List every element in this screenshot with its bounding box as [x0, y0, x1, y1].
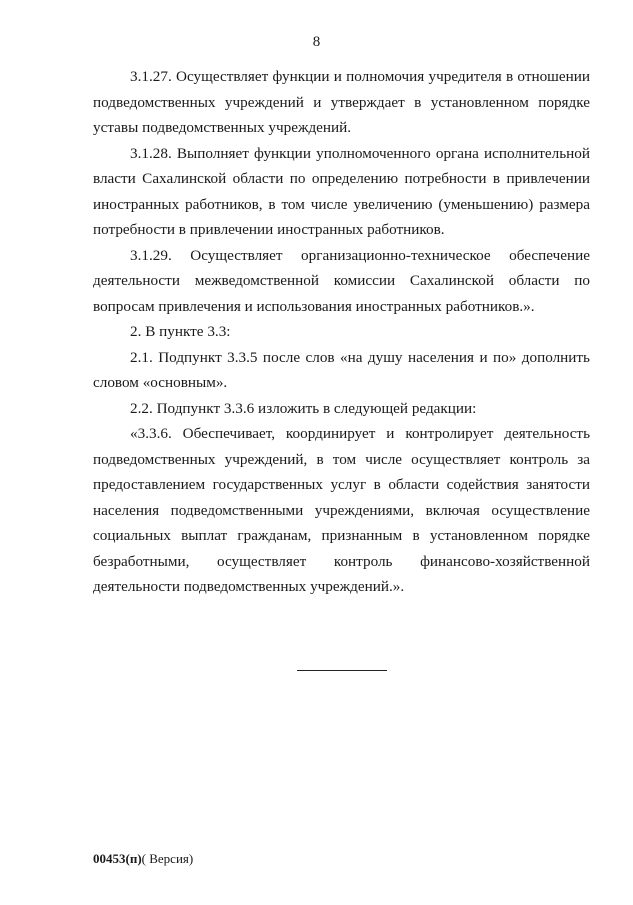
paragraph-item-2-1: 2.1. Подпункт 3.3.5 после слов «на душу населения и по» дополнить словом «основным». — [93, 348, 590, 391]
paragraph-3-1-28: 3.1.28. Выполняет функции уполномоченного органа исполнительной власти Сахалинской области по определению потребности в привлечении иностранных работников, в том числе увеличению (уменьшению) размера потребности в привлечении иностранных работников. — [93, 144, 590, 238]
paragraph-3-3-6: «3.3.6. Обеспечивает, координирует и контролирует деятельность подведомственных учреждений, в том числе осуществляет контроль за предоставлением государственных услуг в области содействия занятости населения подведомственными учреждениями, включая осуществление социальных выплат гражданам, признанным в установленном порядке безработными, осуществляет контроль финансово-хозяйственной деятельности подведомственных учреждений.». — [93, 425, 590, 595]
page-number: 8 — [312, 34, 321, 50]
paragraph-3-1-27: 3.1.27. Осуществляет функции и полномочия учредителя в отношении подведомственных учреждений и утверждает в установленном порядке уставы подведомственных учреждений. — [93, 68, 590, 136]
footer-note: ( Версия) — [141, 851, 194, 866]
end-divider — [297, 670, 387, 671]
paragraph-item-2-2: 2.2. Подпункт 3.3.6 изложить в следующей редакции: — [130, 399, 477, 417]
paragraph-item-2: 2. В пункте 3.3: — [130, 323, 231, 340]
footer-code: 00453(п) — [93, 851, 142, 866]
paragraph-3-1-29: 3.1.29. Осуществляет организационно-техническое обеспечение деятельности межведомственной комиссии Сахалинской области по вопросам привлечения и использования иностранных работников.». — [93, 246, 590, 315]
document-body — [93, 64, 590, 600]
footer-document-code — [93, 851, 193, 867]
